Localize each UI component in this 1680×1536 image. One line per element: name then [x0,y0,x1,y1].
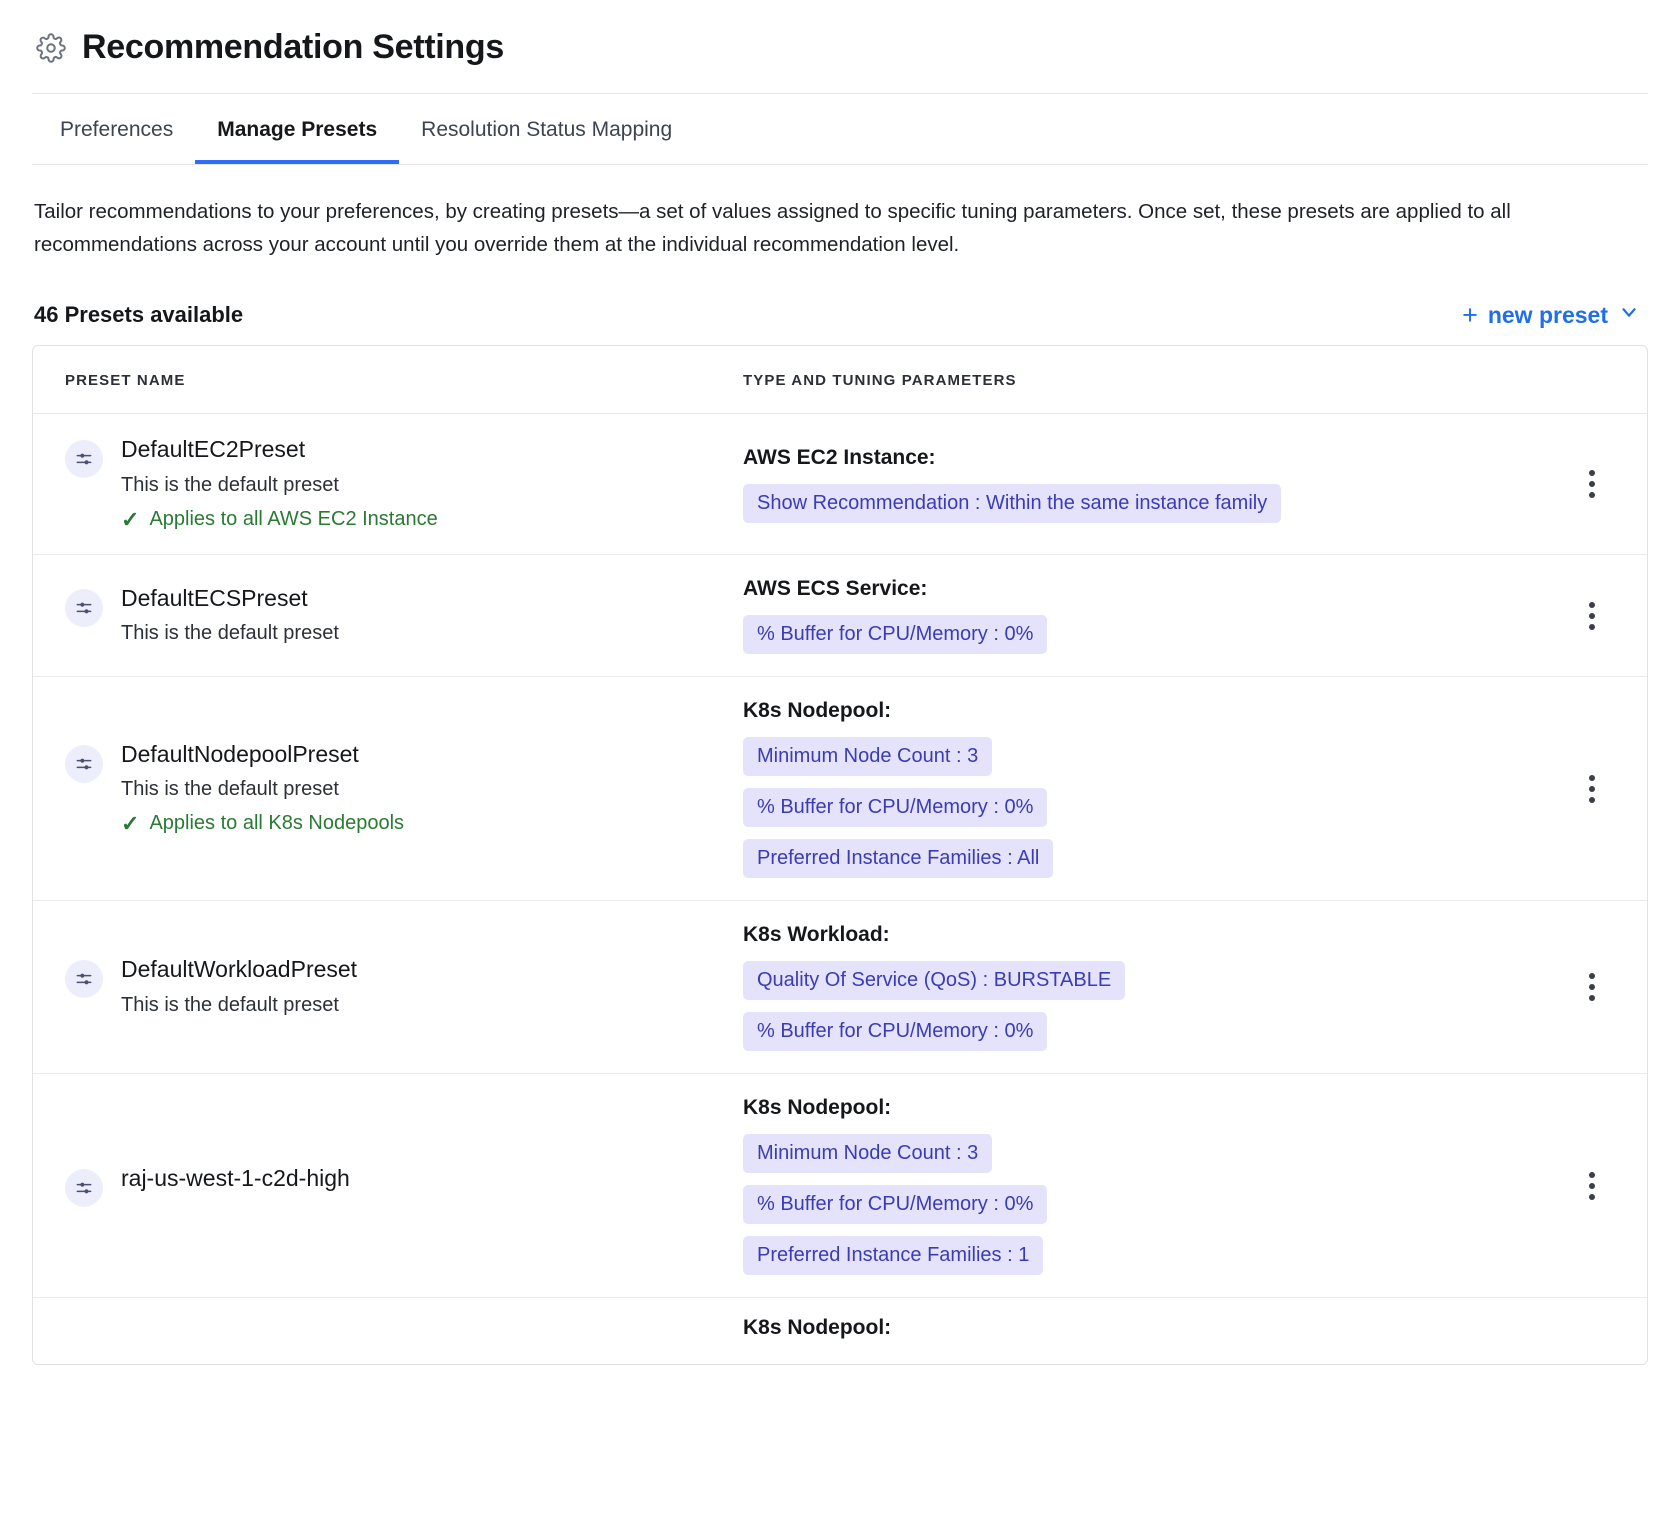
row-actions-cell [1537,1164,1647,1208]
plus-icon: + [1462,299,1478,330]
preset-name-cell [33,719,743,859]
preset-params-cell [743,677,1537,900]
preset-name-block [121,436,438,532]
row-menu-button[interactable] [1577,1164,1607,1208]
presets-table [32,345,1648,1365]
preset-name-block [121,585,339,647]
preset-name-block [121,1165,350,1193]
preset-params-cell [743,424,1537,545]
table-header-row [33,346,1647,414]
preset-type: AWS ECS Service: [743,577,928,600]
preset-name-cell [33,414,743,554]
preset-description: This is the default preset [121,474,339,496]
table-row[interactable] [33,555,1647,677]
preset-params-cell [743,1074,1537,1297]
chevron-down-icon [1618,301,1640,329]
table-row[interactable] [33,901,1647,1074]
preset-name-cell [33,1309,743,1353]
preset-type: K8s Workload: [743,923,890,946]
page-title: Recommendation Settings [82,28,504,66]
preset-applies-label: Applies to all AWS EC2 Instance [149,508,438,530]
preset-type: AWS EC2 Instance: [743,445,936,469]
tuning-parameter-chip: Quality Of Service (QoS) : BURSTABLE [743,961,1125,1000]
sliders-icon [65,745,103,783]
sliders-icon [65,1169,103,1207]
new-preset-button[interactable] [1462,301,1644,329]
tab-resolution-status-mapping[interactable]: Resolution Status Mapping [421,118,673,141]
sliders-icon [65,440,103,478]
table-row[interactable] [33,1298,1647,1364]
preset-name: DefaultEC2Preset [121,436,306,463]
preset-name-cell [33,563,743,669]
tuning-parameter-chip: % Buffer for CPU/Memory : 0% [743,1185,1047,1224]
gear-icon [36,33,66,63]
tuning-parameter-chip: Preferred Instance Families : 1 [743,1236,1043,1275]
row-actions-cell [1537,594,1647,638]
preset-name: DefaultNodepoolPreset [121,740,359,767]
preset-name-cell [33,934,743,1040]
preset-type: K8s Nodepool: [743,1096,892,1119]
tuning-parameter-chip: % Buffer for CPU/Memory : 0% [743,615,1047,654]
column-header-type-and-tuning-parameters: TYPE AND TUNING PARAMETERS [743,372,1017,390]
tab-preferences[interactable]: Preferences [60,118,174,141]
preset-type: K8s Nodepool: [743,699,892,722]
preset-description: This is the default preset [121,778,339,801]
preset-params-cell [743,901,1537,1073]
preset-name-cell [33,1143,743,1229]
row-menu-button[interactable] [1577,594,1607,638]
page-header [32,0,1648,93]
table-row[interactable] [33,1074,1647,1298]
row-actions-cell [1537,965,1647,1009]
preset-type: K8s Nodepool: [743,1316,892,1339]
check-icon: ✓ [121,810,140,836]
sliders-icon [65,589,103,627]
tuning-parameter-chip: Show Recommendation : Within the same instance family [743,484,1281,523]
tab-manage-presets[interactable]: Manage Presets [195,94,399,164]
presets-list-header [32,261,1648,345]
column-header-preset-name: PRESET NAME [65,372,186,390]
preset-params-cell [743,555,1537,676]
tuning-parameter-chip: % Buffer for CPU/Memory : 0% [743,788,1047,827]
preset-description: This is the default preset [121,622,339,645]
preset-name-block [121,741,404,837]
row-actions-cell [1537,462,1647,506]
preset-name: raj-us-west-1-c2d-high [121,1164,350,1191]
tuning-parameter-chip: Preferred Instance Families : All [743,839,1053,878]
row-actions-cell [1537,767,1647,811]
preset-name-block [121,956,357,1018]
new-preset-label: new preset [1487,301,1608,328]
table-row[interactable] [33,677,1647,901]
presets-count: 46 Presets available [34,302,244,328]
table-row[interactable] [33,414,1647,555]
preset-description: This is the default preset [121,993,339,1016]
preset-name: DefaultECSPreset [121,584,308,611]
preset-applies [121,507,438,532]
preset-applies [121,811,404,836]
row-menu-button[interactable] [1577,767,1607,811]
intro-text: Tailor recommendations to your preferences, by creating presets—a set of values assigned to specific tuning parameters. Once set, these presets are applied to all recommendations across your account until you override them at the individual recommendation level. [34,200,1511,257]
preset-applies-label: Applies to all K8s Nodepools [149,812,405,835]
tab-bar [32,94,1648,164]
tuning-parameter-chip: Minimum Node Count : 3 [743,737,992,776]
row-menu-button[interactable] [1577,462,1607,506]
tuning-parameter-chip: Minimum Node Count : 3 [743,1134,992,1173]
row-menu-button[interactable] [1577,965,1607,1009]
preset-params-cell [743,1298,1537,1364]
check-icon: ✓ [121,506,140,532]
sliders-icon [65,960,103,998]
preset-name: DefaultWorkloadPreset [121,956,358,983]
tuning-parameter-chip: % Buffer for CPU/Memory : 0% [743,1012,1047,1051]
